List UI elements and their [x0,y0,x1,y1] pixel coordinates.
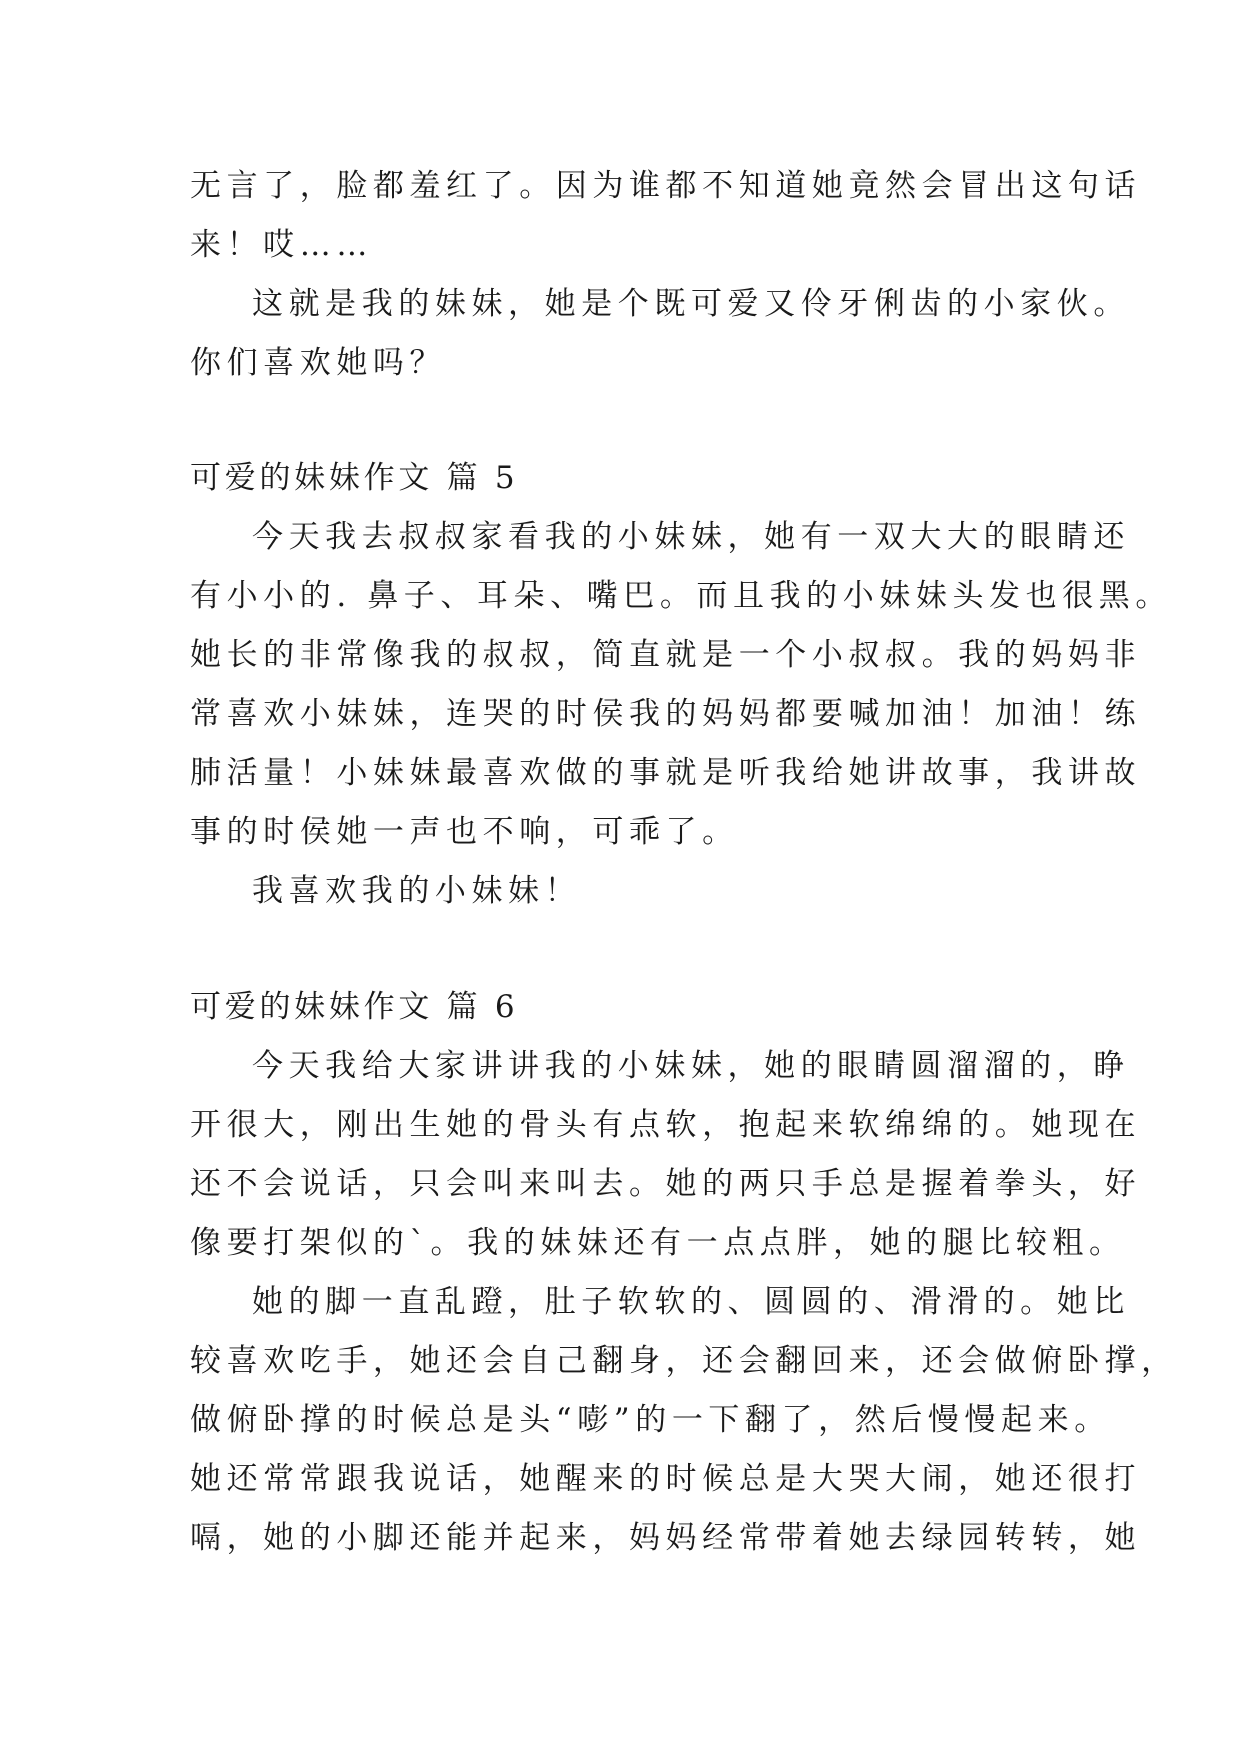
paragraph-line: 常喜欢小妹妹，连哭的时侯我的妈妈都要喊加油！加油！练 [190,696,1142,732]
paragraph-line: 肺活量！小妹妹最喜欢做的事就是听我给她讲故事，我讲故 [190,755,1142,791]
paragraph-line: 我喜欢我的小妹妹！ [252,873,582,909]
paragraph-line: 她还常常跟我说话，她醒来的时候总是大哭大闹，她还很打 [190,1461,1142,1497]
paragraph-line: 较喜欢吃手，她还会自己翻身，还会翻回来，还会做俯卧撑， [190,1343,1178,1379]
section-heading: 可爱的妹妹作文 篇 5 [190,460,519,496]
paragraph-line: 今天我给大家讲讲我的小妹妹，她的眼睛圆溜溜的，睁 [252,1048,1130,1084]
paragraph-line: 她长的非常像我的叔叔，简直就是一个小叔叔。我的妈妈非 [190,637,1142,673]
paragraph-line: 这就是我的妹妹，她是个既可爱又伶牙俐齿的小家伙。 [252,286,1130,322]
paragraph-line: 今天我去叔叔家看我的小妹妹，她有一双大大的眼睛还 [252,519,1130,555]
paragraph-line: 事的时侯她一声也不响，可乖了。 [190,814,739,850]
paragraph-line: 你们喜欢她吗？ [190,345,447,381]
section-heading: 可爱的妹妹作文 篇 6 [190,989,519,1025]
paragraph-line: 无言了，脸都羞红了。因为谁都不知道她竟然会冒出这句话 [190,168,1142,204]
paragraph-line: 还不会说话，只会叫来叫去。她的两只手总是握着拳头，好 [190,1166,1142,1202]
paragraph-line: 来！哎…… [190,227,373,263]
paragraph-line: 开很大，刚出生她的骨头有点软，抱起来软绵绵的。她现在 [190,1107,1142,1143]
paragraph-line: 有小小的. 鼻子、耳朵、嘴巴。而且我的小妹妹头发也很黑。 [190,578,1172,614]
paragraph-line: 做俯卧撑的时候总是头“嘭”的一下翻了，然后慢慢起来。 [190,1402,1111,1438]
paragraph-line: 像要打架似的`。我的妹妹还有一点点胖，她的腿比较粗。 [190,1225,1126,1261]
paragraph-line: 她的脚一直乱蹬，肚子软软的、圆圆的、滑滑的。她比 [252,1284,1130,1320]
paragraph-line: 嗝，她的小脚还能并起来，妈妈经常带着她去绿园转转，她 [190,1520,1142,1556]
